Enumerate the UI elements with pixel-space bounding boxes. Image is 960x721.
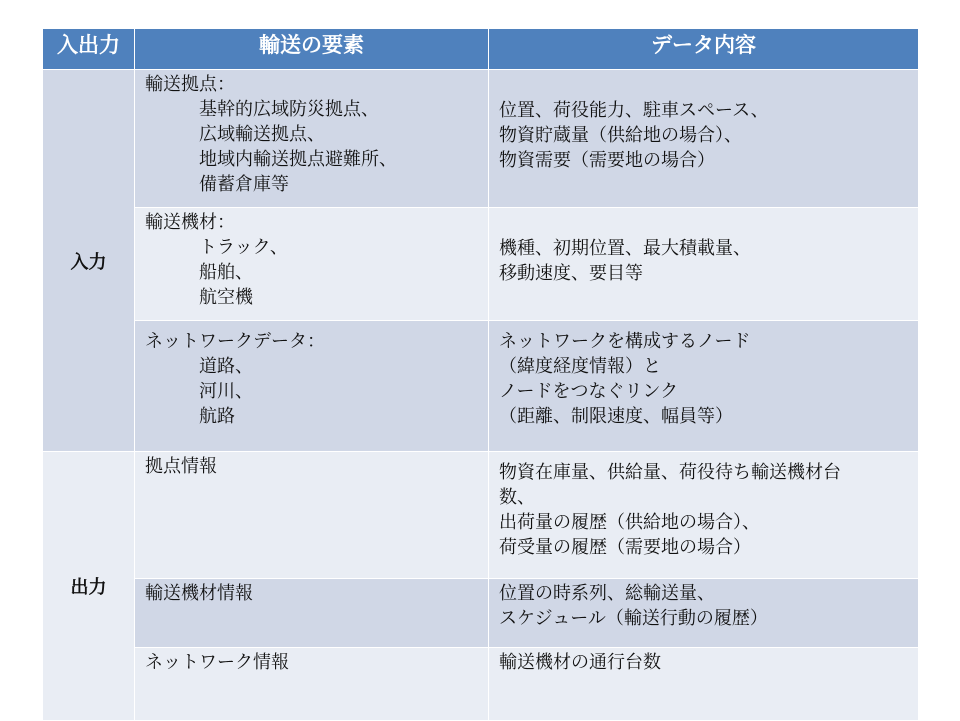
section-output-label: 出力: [43, 452, 135, 721]
element-item: 地域内輸送拠点避難所、: [199, 149, 397, 170]
element-cell: [135, 208, 489, 321]
data-line: 位置、荷役能力、駐車スペース、: [499, 100, 769, 121]
element-item: 基幹的広域防災拠点、: [199, 99, 379, 120]
table-row: [43, 452, 919, 579]
table-row: [43, 70, 919, 208]
element-label: 輸送機材：: [145, 212, 235, 233]
data-cell: [489, 452, 919, 579]
element-label: 輸送機材情報: [145, 583, 253, 604]
data-cell: [489, 648, 919, 721]
element-label: 輸送拠点：: [145, 74, 235, 95]
element-item: 道路、: [199, 356, 253, 377]
element-cell: [135, 321, 489, 452]
header-transport-element: 輸送の要素: [135, 29, 489, 70]
element-label: ネットワーク情報: [145, 652, 289, 673]
data-line: 物資需要（需要地の場合）: [499, 150, 715, 171]
element-item: 広域輸送拠点、: [199, 124, 325, 145]
element-cell: [135, 70, 489, 208]
element-item: 河川、: [199, 381, 253, 402]
element-cell: [135, 648, 489, 721]
data-line: 荷受量の履歴（需要地の場合）: [499, 537, 751, 558]
data-line: 輸送機材の通行台数: [499, 652, 661, 673]
section-input-label: 入力: [43, 70, 135, 452]
data-line: 位置の時系列、総輸送量、: [499, 583, 715, 604]
element-item: トラック、: [199, 237, 288, 258]
header-data-content: データ内容: [489, 29, 919, 70]
table-row: [43, 579, 919, 648]
data-line: 機種、初期位置、最大積載量、: [499, 238, 751, 259]
table-row: [43, 321, 919, 452]
data-line: 物資貯蔵量（供給地の場合）、: [499, 125, 742, 146]
element-item: 船舶、: [199, 262, 253, 283]
data-cell: [489, 321, 919, 452]
table-row: [43, 208, 919, 321]
table-row: [43, 648, 919, 721]
data-line: 出荷量の履歴（供給地の場合）、: [499, 512, 760, 533]
data-cell: [489, 70, 919, 208]
data-line: スケジュール（輸送行動の履歴）: [499, 608, 768, 629]
data-line: 移動速度、要目等: [499, 263, 643, 284]
element-label: 拠点情報: [145, 456, 217, 477]
header-row: [43, 29, 919, 70]
data-cell: [489, 208, 919, 321]
element-label: ネットワークデータ：: [145, 331, 325, 352]
io-table: [42, 28, 919, 721]
element-cell: [135, 452, 489, 579]
data-line: （距離、制限速度、幅員等）: [499, 406, 733, 427]
element-item: 備蓄倉庫等: [199, 174, 289, 195]
element-item: 航路: [199, 406, 235, 427]
data-line: 物資在庫量、供給量、荷役待ち輸送機材台: [499, 462, 841, 483]
data-line: ノードをつなぐリンク: [499, 381, 679, 402]
data-line: （緯度経度情報）と: [499, 356, 661, 377]
data-line: ネットワークを構成するノード: [499, 331, 751, 352]
element-item: 航空機: [199, 287, 253, 308]
data-cell: [489, 579, 919, 648]
element-cell: [135, 579, 489, 648]
header-io: 入出力: [43, 29, 135, 70]
data-line: 数、: [499, 487, 535, 508]
